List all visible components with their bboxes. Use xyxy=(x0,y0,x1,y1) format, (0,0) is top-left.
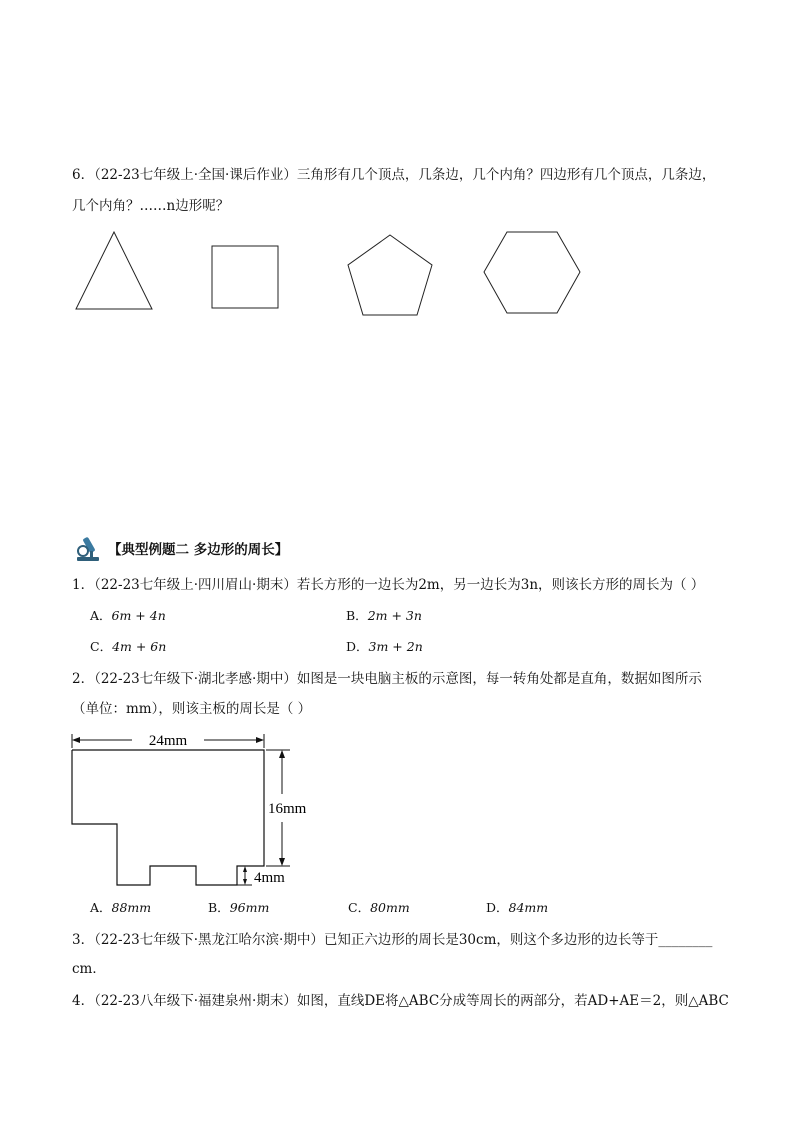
q1-option-d: D．3m + 2n xyxy=(346,639,423,654)
q2-line2: （单位：mm），则该主板的周长是（ ） xyxy=(72,701,312,717)
q2-line1: 2．（22-23七年级下·湖北孝感·期中）如图是一块电脑主板的示意图，每一转角处都是直角，数据如图所示 xyxy=(72,671,702,687)
width-label: 24mm xyxy=(148,733,188,749)
q3-line1: 3．（22-23七年级下·黑龙江哈尔滨·期中）已知正六边形的周长是30cm，则这个多边形的边长等于________ xyxy=(72,932,713,948)
motherboard-figure xyxy=(62,726,332,892)
q6-line1: 6．（22-23七年级上·全国·课后作业）三角形有几个顶点，几条边，几个内角？四边形有几个顶点，几条边， xyxy=(72,167,716,183)
microscope-icon xyxy=(74,533,104,563)
q3-line2: cm． xyxy=(72,961,106,977)
q4-line1: 4．（22-23八年级下·福建泉州·期末）如图，直线DE将△ABC分成等周长的两部分，若AD+AE＝2，则△ABC xyxy=(72,993,729,1009)
section-title: 【典型例题二 多边形的周长】 xyxy=(108,542,289,558)
q2-option-c: C．80mm xyxy=(348,900,410,915)
square-icon xyxy=(211,245,281,309)
step-label: 4mm xyxy=(254,870,285,886)
q2-option-b: B．96mm xyxy=(208,900,270,915)
section-header xyxy=(74,531,288,565)
hexagon-icon xyxy=(482,230,582,316)
q1-option-a: A．6m + 4n xyxy=(90,608,166,623)
pentagon-icon xyxy=(345,233,435,317)
q1-option-b: B．2m + 3n xyxy=(346,608,422,623)
q2-option-d: D．84mm xyxy=(486,900,549,915)
q1-option-c: C．4m + 6n xyxy=(90,639,167,654)
q1-stem: 1．（22-23七年级上·四川眉山·期末）若长方形的一边长为2m，另一边长为3n，则该长方形的周长为（ ） xyxy=(72,577,705,593)
q6-line2: 几个内角？……n边形呢？ xyxy=(72,198,230,214)
height-label: 16mm xyxy=(268,801,307,817)
triangle-icon xyxy=(74,230,154,312)
q2-option-a: A．88mm xyxy=(90,900,152,915)
